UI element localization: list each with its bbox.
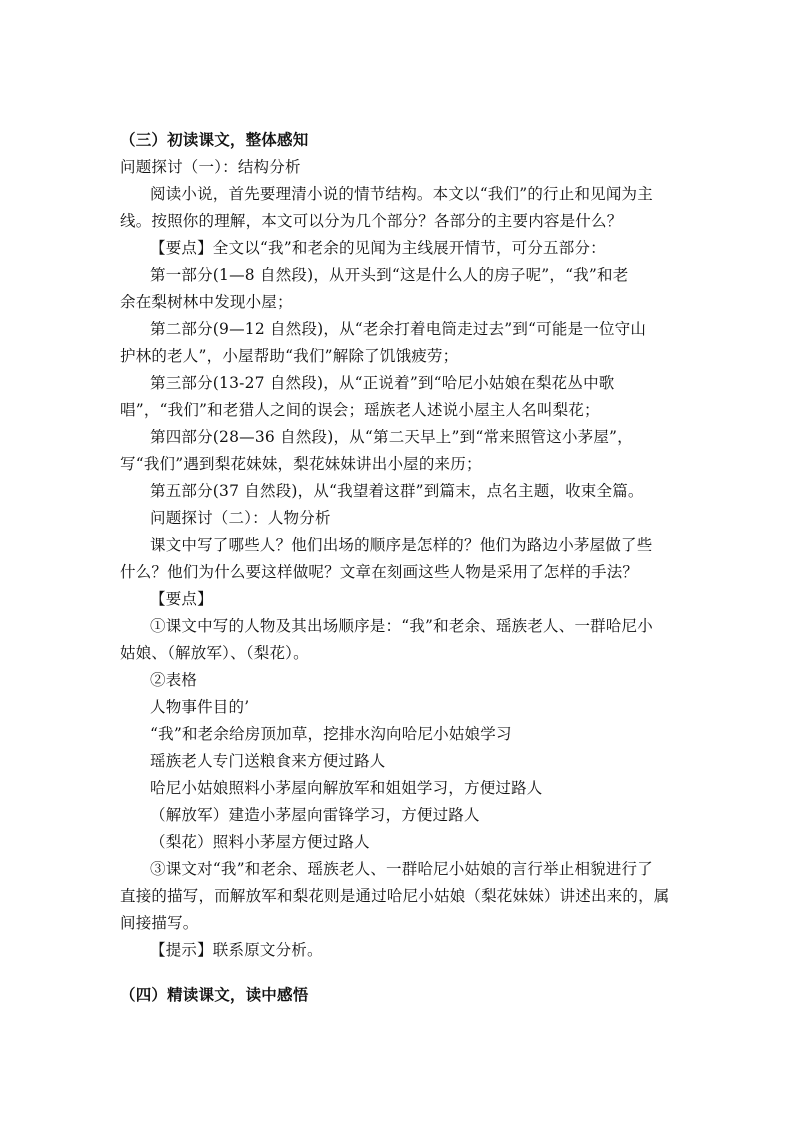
part-4-line: 第四部分(28—36 自然段)，从“第二天早上”到“常来照管这小茅屋”，	[150, 428, 633, 446]
q2-title: 问题探讨（二）：人物分析	[150, 509, 331, 527]
q2-para-line: 课文中写了哪些人？他们出场的顺序是怎样的？他们为路边小茅屋做了些	[150, 536, 653, 554]
q2-item3-line: 间接描写。	[120, 914, 199, 932]
q2-key-point: 【要点】	[150, 590, 213, 608]
q1-title: 问题探讨（一）：结构分析	[120, 158, 301, 176]
table-row: 人物事件目的’	[150, 698, 250, 716]
q2-item1-line: ①课文中写的人物及其出场顺序是：“我”和老余、瑶族老人、一群哈尼小	[150, 617, 653, 635]
q2-item3-line: 直接的描写，而解放军和梨花则是通过哈尼小姑娘（梨花妹妹）讲述出来的，属	[120, 887, 670, 905]
section4-heading: （四）精读课文，读中感悟	[120, 985, 309, 1004]
q1-para-line: 阅读小说，首先要理清小说的情节结构。本文以“我们”的行止和见闻为主	[150, 185, 653, 203]
q2-item1-line: 姑娘、（解放军）、（梨花）。	[120, 644, 309, 662]
part-3-line: 唱”，“我们”和老猎人之间的误会；瑶族老人述说小屋主人名叫梨花；	[120, 401, 600, 419]
q2-para-line: 什么？他们为什么要这样做呢？文章在刻画这些人物是采用了怎样的手法？	[120, 563, 639, 581]
table-row: 哈尼小姑娘照料小茅屋向解放军和姐姐学习，方便过路人	[150, 779, 543, 797]
part-2-line: 护林的老人”，小屋帮助“我们”解除了饥饿疲劳；	[120, 347, 459, 365]
table-row: 瑶族老人专门送粮食来方便过路人	[150, 752, 386, 770]
part-5-line: 第五部分(37 自然段)，从“我望着这群”到篇末，点名主题，收束全篇。	[150, 482, 644, 500]
table-row: （解放军）建造小茅屋向雷锋学习，方便过路人	[150, 806, 480, 824]
part-1-line: 余在梨树林中发现小屋；	[120, 293, 293, 311]
table-row: （梨花）照料小茅屋方便过路人	[150, 833, 370, 851]
q2-item2: ②表格	[150, 671, 198, 689]
part-2-line: 第二部分(9—12 自然段)，从“老余打着电筒走过去”到“可能是一位守山	[150, 320, 647, 338]
q2-item3-line: ③课文对“我”和老余、瑶族老人、一群哈尼小姑娘的言行举止相貌进行了	[150, 860, 653, 878]
part-3-line: 第三部分(13-27 自然段)，从“正说着”到“哈尼小姑娘在梨花丛中歌	[150, 374, 615, 392]
q1-key-point: 【要点】全文以“我”和老余的见闻为主线展开情节，可分五部分：	[150, 239, 606, 257]
q1-para-line: 线。按照你的理解，本文可以分为几个部分？各部分的主要内容是什么？	[120, 212, 623, 230]
table-row: “我”和老余给房顶加草，挖排水沟向哈尼小姑娘学习	[150, 725, 512, 743]
hint: 【提示】联系原文分析。	[150, 941, 323, 959]
part-1-line: 第一部分(1—8 自然段)，从开头到“这是什么人的房子呢”，“我”和老	[150, 266, 629, 284]
section3-heading: （三）初读课文，整体感知	[120, 130, 309, 149]
part-4-line: 写“我们”遇到梨花妹妹，梨花妹妹讲出小屋的来历；	[120, 455, 482, 473]
